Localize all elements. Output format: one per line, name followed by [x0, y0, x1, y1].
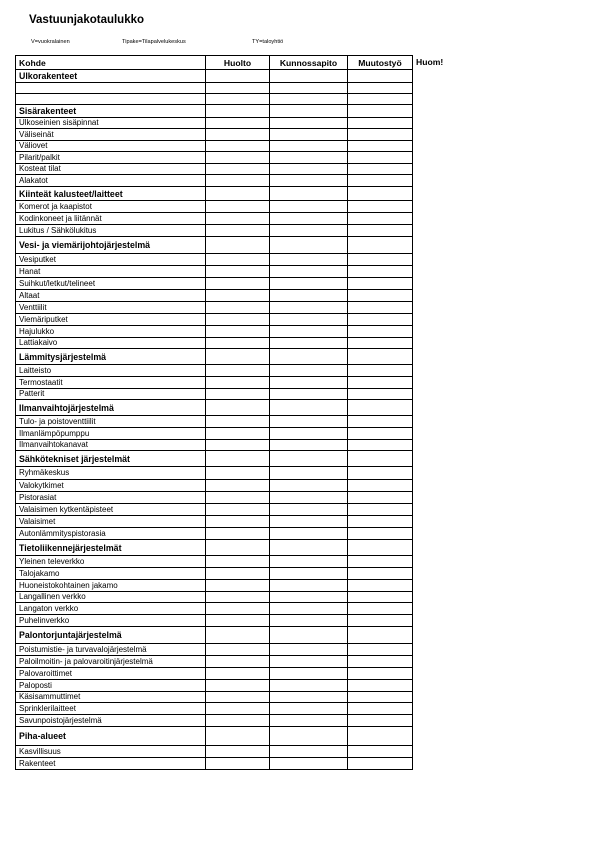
document-title: Vastuunjakotaulukko	[29, 14, 145, 26]
cell-kunnossapito[interactable]	[270, 141, 348, 152]
row-label: Ryhmäkeskus	[16, 467, 206, 480]
cell-muutostyo[interactable]	[348, 556, 413, 568]
cell-kunnossapito[interactable]	[270, 451, 348, 467]
cell-huolto[interactable]	[206, 213, 270, 225]
row-label: Rakenteet	[16, 758, 206, 770]
cell-kunnossapito[interactable]	[270, 480, 348, 492]
cell-huolto[interactable]	[206, 480, 270, 492]
cell-muutostyo[interactable]	[348, 656, 413, 668]
cell-muutostyo[interactable]	[348, 141, 413, 152]
cell-kunnossapito[interactable]	[270, 365, 348, 377]
cell-kunnossapito[interactable]	[270, 746, 348, 758]
cell-huolto[interactable]	[206, 314, 270, 326]
cell-huolto[interactable]	[206, 568, 270, 580]
cell-kunnossapito[interactable]	[270, 467, 348, 480]
cell-muutostyo[interactable]	[348, 668, 413, 680]
row-label: Autonlämmityspistorasia	[16, 528, 206, 540]
legend-vuokralainen: V=vuokralainen	[31, 39, 70, 45]
cell-huolto[interactable]	[206, 389, 270, 400]
cell-huolto[interactable]	[206, 94, 270, 105]
cell-kunnossapito[interactable]	[270, 603, 348, 615]
column-header-huolto: Huolto	[206, 56, 270, 70]
cell-huolto[interactable]	[206, 727, 270, 746]
cell-muutostyo[interactable]	[348, 540, 413, 556]
table-row	[16, 528, 413, 540]
row-label: Lukitus / Sähkölukitus	[16, 225, 206, 237]
cell-kunnossapito[interactable]	[270, 556, 348, 568]
row-label: Suihkut/letkut/telineet	[16, 278, 206, 290]
row-label: Patterit	[16, 389, 206, 400]
cell-kunnossapito[interactable]	[270, 175, 348, 187]
cell-huolto[interactable]	[206, 164, 270, 175]
row-label	[16, 83, 206, 94]
cell-huolto[interactable]	[206, 129, 270, 141]
row-label: Kosteat tilat	[16, 164, 206, 175]
cell-huolto[interactable]	[206, 668, 270, 680]
section-label: Kiinteät kalusteet/laitteet	[16, 187, 206, 201]
column-header-muutostyo: Muutostyö	[348, 56, 413, 70]
cell-kunnossapito[interactable]	[270, 580, 348, 592]
table-row	[16, 266, 413, 278]
cell-muutostyo[interactable]	[348, 349, 413, 365]
table-row	[16, 314, 413, 326]
cell-huolto[interactable]	[206, 266, 270, 278]
table-row	[16, 338, 413, 349]
table-row	[16, 152, 413, 164]
table-row	[16, 644, 413, 656]
column-header-kohde: Kohde	[16, 56, 206, 70]
cell-kunnossapito[interactable]	[270, 592, 348, 603]
cell-muutostyo[interactable]	[348, 201, 413, 213]
cell-muutostyo[interactable]	[348, 254, 413, 266]
section-row	[16, 70, 413, 83]
row-label: Laitteisto	[16, 365, 206, 377]
row-label: Langallinen verkko	[16, 592, 206, 603]
cell-huolto[interactable]	[206, 70, 270, 83]
row-label	[16, 94, 206, 105]
cell-kunnossapito[interactable]	[270, 254, 348, 266]
section-label: Palontorjuntajärjestelmä	[16, 627, 206, 644]
cell-kunnossapito[interactable]	[270, 152, 348, 164]
cell-huolto[interactable]	[206, 254, 270, 266]
cell-huolto[interactable]	[206, 118, 270, 129]
row-label: Ilmanvaihtokanavat	[16, 440, 206, 451]
table-row	[16, 440, 413, 451]
row-label: Puhelinverkko	[16, 615, 206, 627]
cell-huolto[interactable]	[206, 141, 270, 152]
table-row	[16, 129, 413, 141]
cell-kunnossapito[interactable]	[270, 615, 348, 627]
row-label: Kodinkoneet ja liitännät	[16, 213, 206, 225]
cell-muutostyo[interactable]	[348, 326, 413, 338]
cell-muutostyo[interactable]	[348, 568, 413, 580]
row-label: Talojakamo	[16, 568, 206, 580]
row-label: Hajulukko	[16, 326, 206, 338]
cell-kunnossapito[interactable]	[270, 105, 348, 118]
table-row	[16, 592, 413, 603]
section-row	[16, 105, 413, 118]
cell-muutostyo[interactable]	[348, 83, 413, 94]
cell-muutostyo[interactable]	[348, 266, 413, 278]
cell-huolto[interactable]	[206, 467, 270, 480]
table-row	[16, 164, 413, 175]
cell-kunnossapito[interactable]	[270, 225, 348, 237]
cell-kunnossapito[interactable]	[270, 727, 348, 746]
cell-kunnossapito[interactable]	[270, 703, 348, 715]
cell-huolto[interactable]	[206, 746, 270, 758]
cell-kunnossapito[interactable]	[270, 237, 348, 254]
cell-muutostyo[interactable]	[348, 377, 413, 389]
cell-kunnossapito[interactable]	[270, 389, 348, 400]
row-label: Vesiputket	[16, 254, 206, 266]
cell-huolto[interactable]	[206, 105, 270, 118]
cell-kunnossapito[interactable]	[270, 213, 348, 225]
cell-huolto[interactable]	[206, 83, 270, 94]
cell-muutostyo[interactable]	[348, 105, 413, 118]
cell-kunnossapito[interactable]	[270, 656, 348, 668]
table-row	[16, 213, 413, 225]
responsibility-table	[15, 55, 413, 770]
section-row	[16, 540, 413, 556]
section-label: Ulkorakenteet	[16, 70, 206, 83]
cell-kunnossapito[interactable]	[270, 290, 348, 302]
row-label: Pilarit/palkit	[16, 152, 206, 164]
table-row	[16, 480, 413, 492]
cell-muutostyo[interactable]	[348, 237, 413, 254]
row-label: Alakatot	[16, 175, 206, 187]
cell-kunnossapito[interactable]	[270, 627, 348, 644]
table-row	[16, 278, 413, 290]
section-row	[16, 627, 413, 644]
table-row	[16, 504, 413, 516]
row-label: Poistumistie- ja turvavalojärjestelmä	[16, 644, 206, 656]
section-label: Lämmitysjärjestelmä	[16, 349, 206, 365]
row-label: Kasvillisuus	[16, 746, 206, 758]
cell-huolto[interactable]	[206, 516, 270, 528]
row-label: Tulo- ja poistoventtiilit	[16, 416, 206, 428]
table-row	[16, 225, 413, 237]
cell-huolto[interactable]	[206, 504, 270, 516]
table-header-row	[16, 56, 413, 70]
table-row	[16, 516, 413, 528]
cell-muutostyo[interactable]	[348, 680, 413, 692]
row-label: Termostaatit	[16, 377, 206, 389]
cell-muutostyo[interactable]	[348, 70, 413, 83]
table-row	[16, 377, 413, 389]
table-row	[16, 389, 413, 400]
cell-huolto[interactable]	[206, 278, 270, 290]
table-row	[16, 326, 413, 338]
row-label: Käsisammuttimet	[16, 692, 206, 703]
table-row	[16, 615, 413, 627]
cell-kunnossapito[interactable]	[270, 758, 348, 770]
row-label: Savunpoistojärjestelmä	[16, 715, 206, 727]
cell-muutostyo[interactable]	[348, 492, 413, 504]
cell-muutostyo[interactable]	[348, 480, 413, 492]
row-label: Huoneistokohtainen jakamo	[16, 580, 206, 592]
cell-kunnossapito[interactable]	[270, 266, 348, 278]
cell-muutostyo[interactable]	[348, 727, 413, 746]
cell-huolto[interactable]	[206, 225, 270, 237]
table-row	[16, 568, 413, 580]
cell-huolto[interactable]	[206, 416, 270, 428]
cell-kunnossapito[interactable]	[270, 400, 348, 416]
cell-muutostyo[interactable]	[348, 451, 413, 467]
cell-kunnossapito[interactable]	[270, 70, 348, 83]
section-row	[16, 349, 413, 365]
table-row	[16, 692, 413, 703]
table-row	[16, 201, 413, 213]
row-label: Langaton verkko	[16, 603, 206, 615]
cell-muutostyo[interactable]	[348, 213, 413, 225]
cell-muutostyo[interactable]	[348, 644, 413, 656]
cell-kunnossapito[interactable]	[270, 528, 348, 540]
cell-kunnossapito[interactable]	[270, 302, 348, 314]
cell-kunnossapito[interactable]	[270, 164, 348, 175]
section-label: Vesi- ja viemärijohtojärjestelmä	[16, 237, 206, 254]
cell-kunnossapito[interactable]	[270, 680, 348, 692]
cell-huolto[interactable]	[206, 592, 270, 603]
cell-kunnossapito[interactable]	[270, 692, 348, 703]
cell-kunnossapito[interactable]	[270, 440, 348, 451]
cell-muutostyo[interactable]	[348, 129, 413, 141]
cell-huolto[interactable]	[206, 187, 270, 201]
row-label: Väliseinät	[16, 129, 206, 141]
cell-kunnossapito[interactable]	[270, 129, 348, 141]
cell-huolto[interactable]	[206, 201, 270, 213]
section-row	[16, 727, 413, 746]
table-row	[16, 580, 413, 592]
cell-huolto[interactable]	[206, 627, 270, 644]
row-label: Valaisimen kytkentäpisteet	[16, 504, 206, 516]
row-label: Lattiakaivo	[16, 338, 206, 349]
table-row	[16, 118, 413, 129]
cell-muutostyo[interactable]	[348, 400, 413, 416]
cell-muutostyo[interactable]	[348, 440, 413, 451]
cell-kunnossapito[interactable]	[270, 504, 348, 516]
table-row	[16, 141, 413, 152]
table-row	[16, 703, 413, 715]
cell-muutostyo[interactable]	[348, 715, 413, 727]
section-row	[16, 400, 413, 416]
cell-muutostyo[interactable]	[348, 692, 413, 703]
cell-huolto[interactable]	[206, 615, 270, 627]
table-row	[16, 416, 413, 428]
cell-kunnossapito[interactable]	[270, 644, 348, 656]
cell-muutostyo[interactable]	[348, 580, 413, 592]
table-row	[16, 656, 413, 668]
table-row	[16, 254, 413, 266]
section-label: Sähkötekniset järjestelmät	[16, 451, 206, 467]
table-row	[16, 492, 413, 504]
cell-kunnossapito[interactable]	[270, 715, 348, 727]
cell-huolto[interactable]	[206, 302, 270, 314]
table-row	[16, 715, 413, 727]
cell-huolto[interactable]	[206, 528, 270, 540]
table-row	[16, 467, 413, 480]
cell-kunnossapito[interactable]	[270, 314, 348, 326]
cell-muutostyo[interactable]	[348, 175, 413, 187]
row-label: Sprinklerilaitteet	[16, 703, 206, 715]
cell-kunnossapito[interactable]	[270, 94, 348, 105]
row-label: Viemäriputket	[16, 314, 206, 326]
cell-muutostyo[interactable]	[348, 504, 413, 516]
cell-huolto[interactable]	[206, 152, 270, 164]
cell-kunnossapito[interactable]	[270, 118, 348, 129]
section-label: Sisärakenteet	[16, 105, 206, 118]
cell-kunnossapito[interactable]	[270, 326, 348, 338]
row-label: Valaisimet	[16, 516, 206, 528]
cell-muutostyo[interactable]	[348, 528, 413, 540]
table-row	[16, 680, 413, 692]
section-label: Tietoliikennejärjestelmät	[16, 540, 206, 556]
column-header-kunnossapito: Kunnossapito	[270, 56, 348, 70]
cell-kunnossapito[interactable]	[270, 278, 348, 290]
cell-kunnossapito[interactable]	[270, 349, 348, 365]
cell-kunnossapito[interactable]	[270, 492, 348, 504]
cell-huolto[interactable]	[206, 603, 270, 615]
cell-huolto[interactable]	[206, 692, 270, 703]
cell-huolto[interactable]	[206, 428, 270, 440]
legend-tipake: Tipake=Tilapalvelukeskus	[122, 39, 186, 45]
table-row	[16, 668, 413, 680]
row-label: Paloposti	[16, 680, 206, 692]
table-row	[16, 603, 413, 615]
cell-huolto[interactable]	[206, 758, 270, 770]
cell-muutostyo[interactable]	[348, 164, 413, 175]
cell-muutostyo[interactable]	[348, 428, 413, 440]
section-label: Ilmanvaihtojärjestelmä	[16, 400, 206, 416]
cell-huolto[interactable]	[206, 237, 270, 254]
section-row	[16, 187, 413, 201]
cell-muutostyo[interactable]	[348, 603, 413, 615]
cell-huolto[interactable]	[206, 377, 270, 389]
cell-muutostyo[interactable]	[348, 746, 413, 758]
row-label: Paloilmoitin- ja palovaroitinjärjestelmä	[16, 656, 206, 668]
table-row	[16, 290, 413, 302]
table-row	[16, 175, 413, 187]
cell-huolto[interactable]	[206, 326, 270, 338]
cell-huolto[interactable]	[206, 175, 270, 187]
cell-muutostyo[interactable]	[348, 516, 413, 528]
cell-muutostyo[interactable]	[348, 278, 413, 290]
table-row	[16, 94, 413, 105]
cell-muutostyo[interactable]	[348, 389, 413, 400]
legend-taloyhtio: TY=taloyhtiö	[252, 39, 284, 45]
cell-kunnossapito[interactable]	[270, 428, 348, 440]
cell-muutostyo[interactable]	[348, 302, 413, 314]
cell-huolto[interactable]	[206, 338, 270, 349]
cell-muutostyo[interactable]	[348, 225, 413, 237]
cell-kunnossapito[interactable]	[270, 516, 348, 528]
table-row	[16, 83, 413, 94]
row-label: Hanat	[16, 266, 206, 278]
section-row	[16, 451, 413, 467]
cell-huolto[interactable]	[206, 492, 270, 504]
cell-huolto[interactable]	[206, 556, 270, 568]
huom-header: Huom!	[416, 57, 444, 67]
row-label: Ilmanlämpöpumppu	[16, 428, 206, 440]
row-label: Komerot ja kaapistot	[16, 201, 206, 213]
cell-muutostyo[interactable]	[348, 314, 413, 326]
cell-huolto[interactable]	[206, 715, 270, 727]
cell-muutostyo[interactable]	[348, 615, 413, 627]
cell-muutostyo[interactable]	[348, 94, 413, 105]
table-row	[16, 556, 413, 568]
cell-huolto[interactable]	[206, 349, 270, 365]
cell-kunnossapito[interactable]	[270, 201, 348, 213]
cell-huolto[interactable]	[206, 365, 270, 377]
cell-huolto[interactable]	[206, 680, 270, 692]
row-label: Ulkoseinien sisäpinnat	[16, 118, 206, 129]
cell-muutostyo[interactable]	[348, 152, 413, 164]
cell-muutostyo[interactable]	[348, 703, 413, 715]
cell-muutostyo[interactable]	[348, 118, 413, 129]
section-label: Piha-alueet	[16, 727, 206, 746]
cell-muutostyo[interactable]	[348, 592, 413, 603]
row-label: Pistorasiat	[16, 492, 206, 504]
cell-kunnossapito[interactable]	[270, 83, 348, 94]
cell-huolto[interactable]	[206, 580, 270, 592]
row-label: Valokytkimet	[16, 480, 206, 492]
table-row	[16, 746, 413, 758]
row-label: Yleinen televerkko	[16, 556, 206, 568]
row-label: Altaat	[16, 290, 206, 302]
cell-huolto[interactable]	[206, 400, 270, 416]
cell-kunnossapito[interactable]	[270, 377, 348, 389]
cell-muutostyo[interactable]	[348, 187, 413, 201]
cell-huolto[interactable]	[206, 656, 270, 668]
table-row	[16, 428, 413, 440]
cell-kunnossapito[interactable]	[270, 568, 348, 580]
cell-kunnossapito[interactable]	[270, 338, 348, 349]
cell-kunnossapito[interactable]	[270, 668, 348, 680]
cell-muutostyo[interactable]	[348, 365, 413, 377]
cell-muutostyo[interactable]	[348, 467, 413, 480]
row-label: Väliovet	[16, 141, 206, 152]
section-row	[16, 237, 413, 254]
cell-muutostyo[interactable]	[348, 758, 413, 770]
cell-muutostyo[interactable]	[348, 416, 413, 428]
row-label: Venttiilit	[16, 302, 206, 314]
cell-muutostyo[interactable]	[348, 338, 413, 349]
cell-huolto[interactable]	[206, 451, 270, 467]
cell-muutostyo[interactable]	[348, 627, 413, 644]
cell-huolto[interactable]	[206, 540, 270, 556]
table-row	[16, 758, 413, 770]
cell-huolto[interactable]	[206, 703, 270, 715]
cell-kunnossapito[interactable]	[270, 416, 348, 428]
cell-kunnossapito[interactable]	[270, 540, 348, 556]
cell-kunnossapito[interactable]	[270, 187, 348, 201]
cell-huolto[interactable]	[206, 644, 270, 656]
table-row	[16, 302, 413, 314]
cell-huolto[interactable]	[206, 290, 270, 302]
cell-huolto[interactable]	[206, 440, 270, 451]
table-row	[16, 365, 413, 377]
row-label: Palovaroittimet	[16, 668, 206, 680]
cell-muutostyo[interactable]	[348, 290, 413, 302]
